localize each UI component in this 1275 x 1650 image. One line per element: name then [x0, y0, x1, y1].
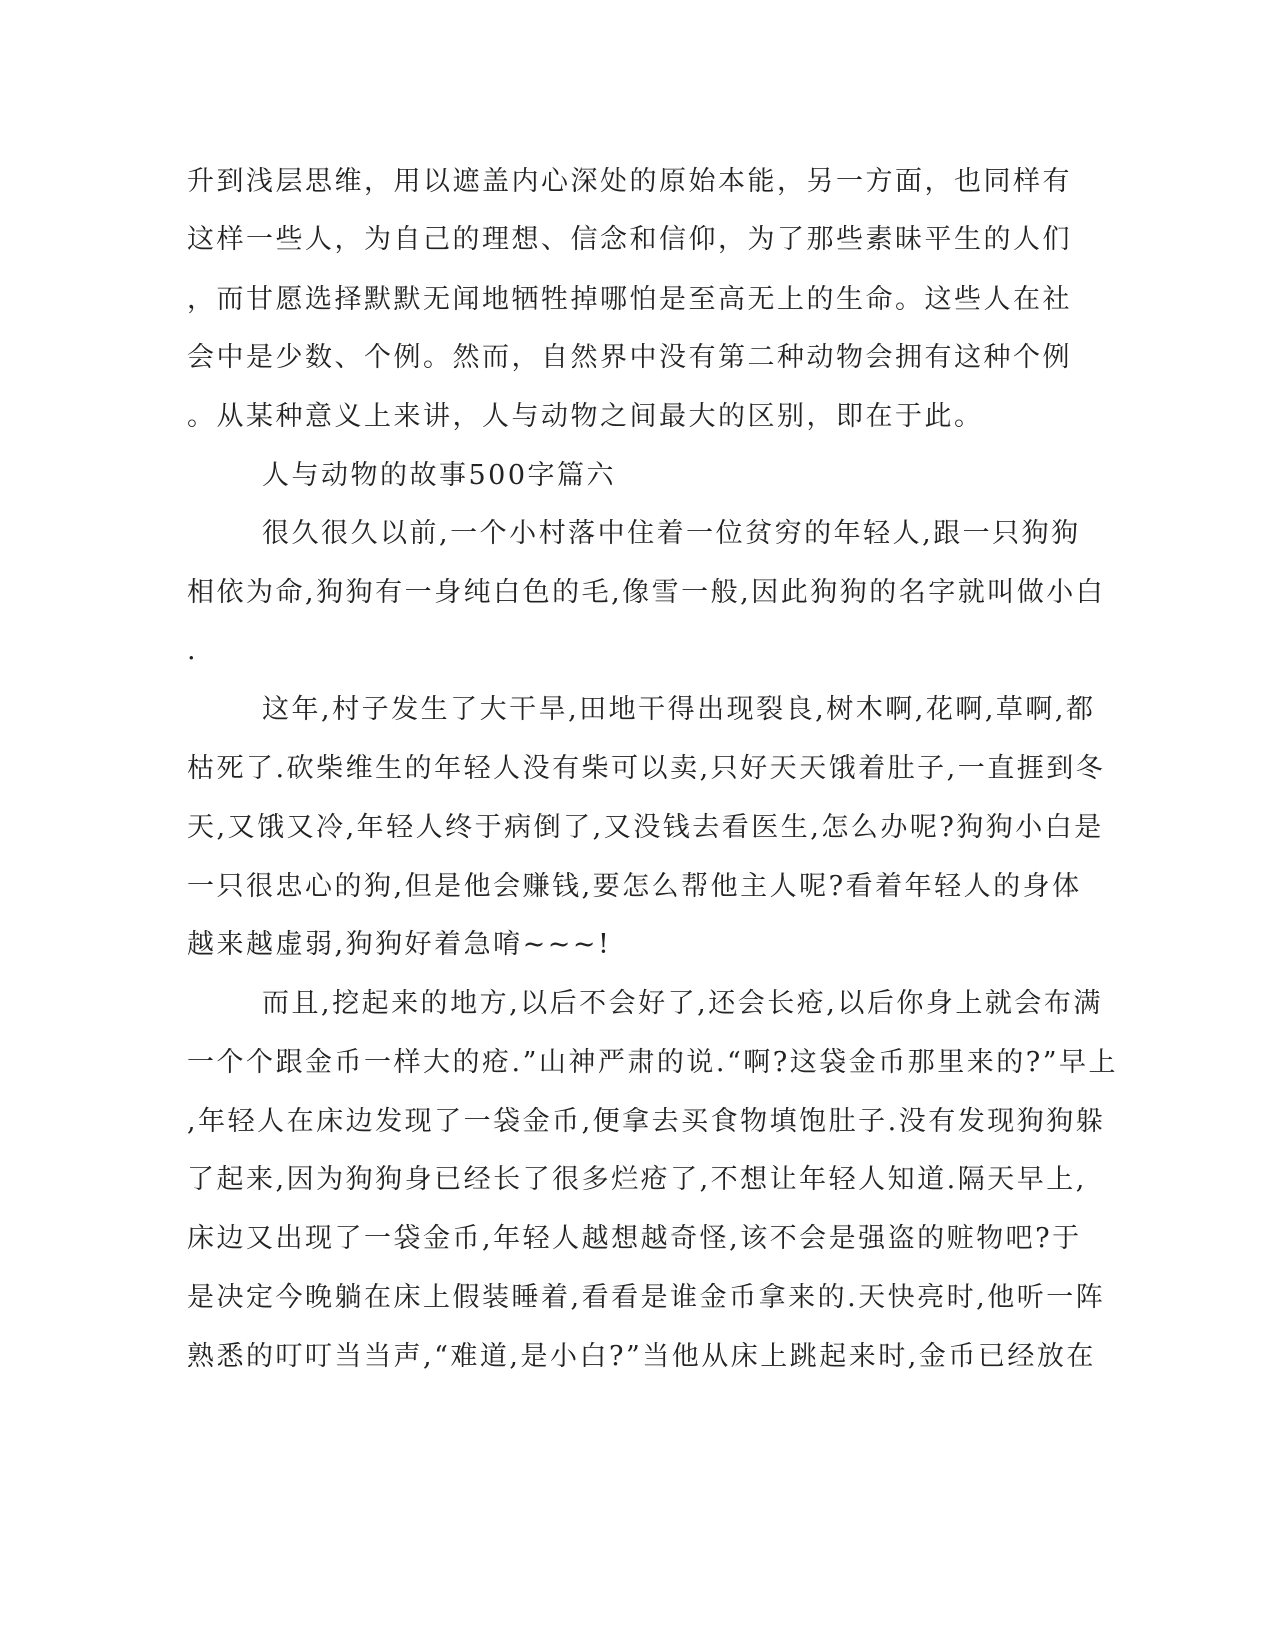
text-line: 这样一些人，为自己的理想、信念和信仰，为了那些素昧平生的人们: [187, 224, 1072, 255]
text-line: ，而甘愿选择默默无闻地牺牲掉哪怕是至高无上的生命。这些人在社: [187, 284, 1072, 315]
text-line: 很久很久以前,一个小村落中住着一位贫穷的年轻人,跟一只狗狗: [262, 518, 1081, 549]
text-line: 枯死了.砍柴维生的年轻人没有柴可以卖,只好天天饿着肚子,一直捱到冬: [187, 753, 1106, 784]
text-line: 一只很忠心的狗,但是他会赚钱,要怎么帮他主人呢?看着年轻人的身体: [187, 871, 1082, 902]
text-line: 越来越虚弱,狗狗好着急唷~~~!: [187, 929, 612, 960]
text-line: 熟悉的叮叮当当声,“难道,是小白?”当他从床上跳起来时,金币已经放在: [187, 1341, 1096, 1372]
text-line: 。从某种意义上来讲，人与动物之间最大的区别，即在于此。: [187, 401, 984, 432]
text-line: 升到浅层思维，用以遮盖内心深处的原始本能，另一方面，也同样有: [187, 166, 1072, 197]
text-line: 床边又出现了一袋金币,年轻人越想越奇怪,该不会是强盗的赃物吧?于: [187, 1223, 1082, 1254]
text-line: 相依为命,狗狗有一身纯白色的毛,像雪一般,因此狗狗的名字就叫做小白: [187, 577, 1106, 608]
text-line: 一个个跟金币一样大的疮.”山神严肃的说.“啊?这袋金币那里来的?”早上: [187, 1047, 1119, 1078]
text-line: 而且,挖起来的地方,以后不会好了,还会长疮,以后你身上就会布满: [262, 988, 1103, 1019]
text-line: 是决定今晚躺在床上假装睡着,看看是谁金币拿来的.天快亮时,他听一阵: [187, 1282, 1106, 1313]
text-line: 天,又饿又冷,年轻人终于病倒了,又没钱去看医生,怎么办呢?狗狗小白是: [187, 812, 1104, 843]
text-line: 会中是少数、个例。然而，自然界中没有第二种动物会拥有这种个例: [187, 342, 1072, 373]
section-heading: 人与动物的故事500字篇六: [262, 460, 617, 491]
text-line: ,年轻人在床边发现了一袋金币,便拿去买食物填饱肚子.没有发现狗狗躲: [187, 1106, 1106, 1137]
text-line: .: [187, 635, 199, 666]
text-line: 这年,村子发生了大干旱,田地干得出现裂良,树木啊,花啊,草啊,都: [262, 694, 1096, 725]
text-line: 了起来,因为狗狗身已经长了很多烂疮了,不想让年轻人知道.隔天早上,: [187, 1164, 1087, 1195]
